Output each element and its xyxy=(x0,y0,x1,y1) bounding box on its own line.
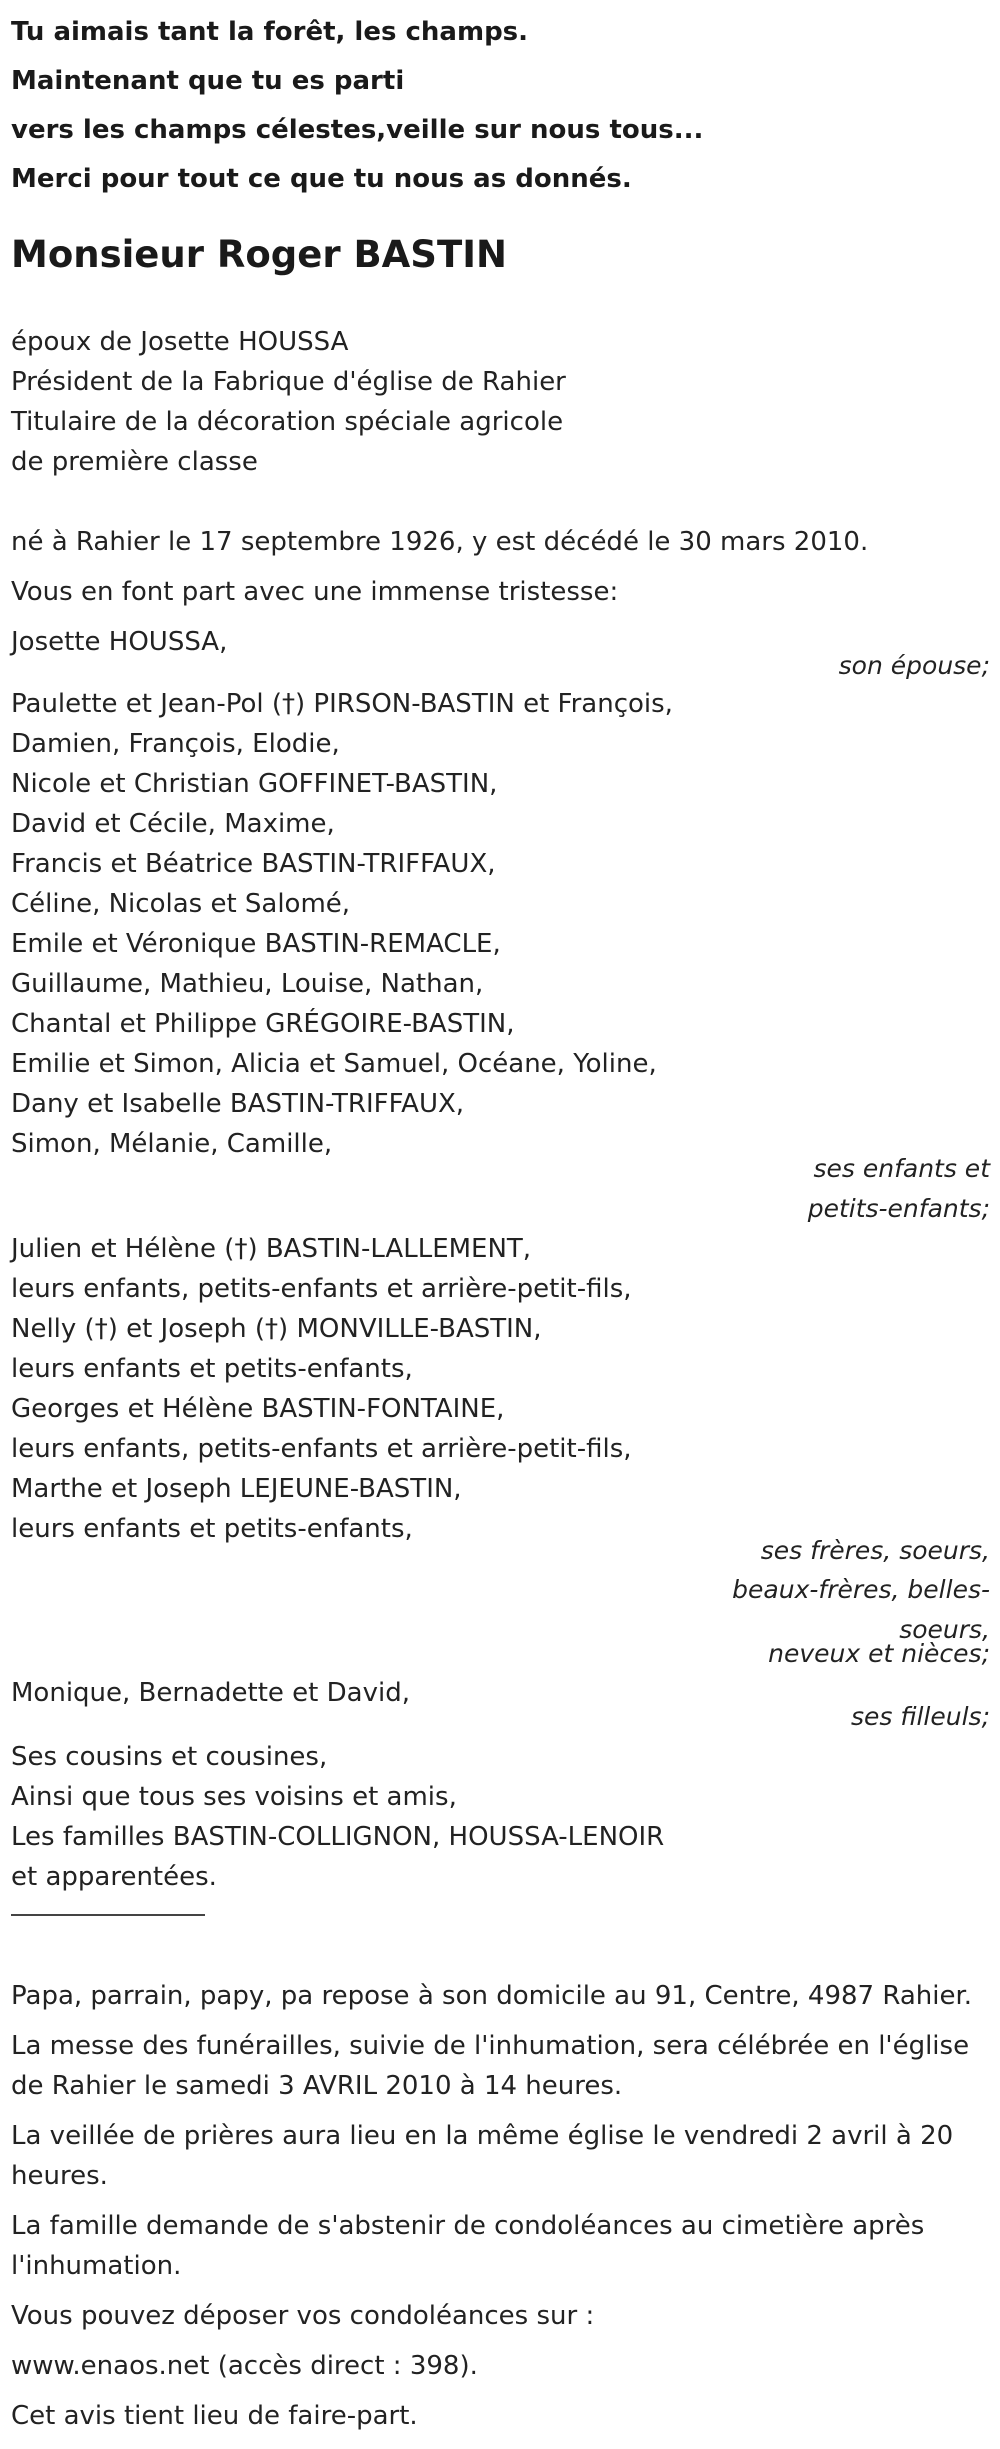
title-line: de première classe xyxy=(11,447,258,477)
godchildren-relation: ses filleuls; xyxy=(850,1702,990,1731)
children-relation: ses enfants et xyxy=(813,1154,990,1183)
poem-line: Merci pour tout ce que tu nous as donnés. xyxy=(11,164,632,194)
family-line: Guillaume, Mathieu, Louise, Nathan, xyxy=(11,969,484,999)
family-line: Georges et Hélène BASTIN-FONTAINE, xyxy=(11,1394,505,1424)
family-line: Emile et Véronique BASTIN-REMACLE, xyxy=(11,929,501,959)
condolences-info: La famille demande de s'abstenir de condoléances au cimetière après l'inhumation. xyxy=(11,2211,925,2281)
poem xyxy=(11,8,971,204)
family-line: Damien, François, Elodie, xyxy=(11,729,340,759)
family-line: leurs enfants et petits-enfants, xyxy=(11,1354,413,1384)
deceased-titles xyxy=(11,322,566,482)
deposit-info: Vous pouvez déposer vos condoléances sur : xyxy=(11,2301,595,2331)
spouse-relation: son épouse; xyxy=(838,651,990,680)
family-line: Ainsi que tous ses voisins et amis, xyxy=(11,1782,457,1812)
siblings-list xyxy=(11,1229,632,1549)
family-line: Les familles BASTIN-COLLIGNON, HOUSSA-LENOIR xyxy=(11,1822,665,1852)
announcement: Vous en font part avec une immense tristesse: xyxy=(11,577,619,607)
family-line: leurs enfants et petits-enfants, xyxy=(11,1514,413,1544)
title-line: Titulaire de la décoration spéciale agricole xyxy=(11,407,564,437)
vigil-info: La veillée de prières aura lieu en la même église le vendredi 2 avril à 20 heures. xyxy=(11,2121,954,2191)
spouse-name: Josette HOUSSA, xyxy=(11,627,228,657)
other-relatives xyxy=(11,1737,664,1897)
family-line: David et Cécile, Maxime, xyxy=(11,809,335,839)
family-line: et apparentées. xyxy=(11,1862,217,1892)
poem-line: Maintenant que tu es parti xyxy=(11,66,405,96)
godchildren-names: Monique, Bernadette et David, xyxy=(11,1678,410,1708)
family-line: Marthe et Joseph LEJEUNE-BASTIN, xyxy=(11,1474,462,1504)
siblings-relation: neveux et nièces; xyxy=(768,1639,990,1668)
siblings-relation: soeurs, xyxy=(899,1615,990,1644)
family-line: Paulette et Jean-Pol (†) PIRSON-BASTIN et François, xyxy=(11,689,673,719)
deceased-name: Monsieur Roger BASTIN xyxy=(11,233,507,276)
children-relation: petits-enfants; xyxy=(807,1194,990,1223)
birth-death-line: né à Rahier le 17 septembre 1926, y est décédé le 30 mars 2010. xyxy=(11,527,869,557)
family-line: Nelly (†) et Joseph (†) MONVILLE-BASTIN, xyxy=(11,1314,542,1344)
family-line: Simon, Mélanie, Camille, xyxy=(11,1129,333,1159)
family-line: leurs enfants, petits-enfants et arrière-petit-fils, xyxy=(11,1274,632,1304)
family-line: Emilie et Simon, Alicia et Samuel, Océane, Yoline, xyxy=(11,1049,657,1079)
family-line: leurs enfants, petits-enfants et arrière-petit-fils, xyxy=(11,1434,632,1464)
separator-line xyxy=(11,1914,205,1916)
family-line: Ses cousins et cousines, xyxy=(11,1742,328,1772)
siblings-relation: beaux-frères, belles- xyxy=(732,1575,990,1604)
children-list xyxy=(11,684,673,1164)
title-line: époux de Josette HOUSSA xyxy=(11,327,349,357)
notice-info: Cet avis tient lieu de faire-part. xyxy=(11,2401,418,2431)
family-line: Dany et Isabelle BASTIN-TRIFFAUX, xyxy=(11,1089,465,1119)
family-line: Francis et Béatrice BASTIN-TRIFFAUX, xyxy=(11,849,496,879)
title-line: Président de la Fabrique d'église de Rahier xyxy=(11,367,566,397)
website-info: www.enaos.net (accès direct : 398). xyxy=(11,2351,478,2381)
poem-line: vers les champs célestes,veille sur nous tous... xyxy=(11,115,704,145)
rest-info: Papa, parrain, papy, pa repose à son domicile au 91, Centre, 4987 Rahier. xyxy=(11,1981,973,2011)
poem-line: Tu aimais tant la forêt, les champs. xyxy=(11,17,529,47)
family-line: Julien et Hélène (†) BASTIN-LALLEMENT, xyxy=(11,1234,532,1264)
family-line: Céline, Nicolas et Salomé, xyxy=(11,889,351,919)
siblings-relation: ses frères, soeurs, xyxy=(760,1536,990,1565)
family-line: Chantal et Philippe GRÉGOIRE-BASTIN, xyxy=(11,1009,515,1039)
family-line: Nicole et Christian GOFFINET-BASTIN, xyxy=(11,769,498,799)
funeral-mass-info: La messe des funérailles, suivie de l'inhumation, sera célébrée en l'église de Rahier le samedi 3 AVRIL 2010 à 14 heures. xyxy=(11,2031,970,2101)
